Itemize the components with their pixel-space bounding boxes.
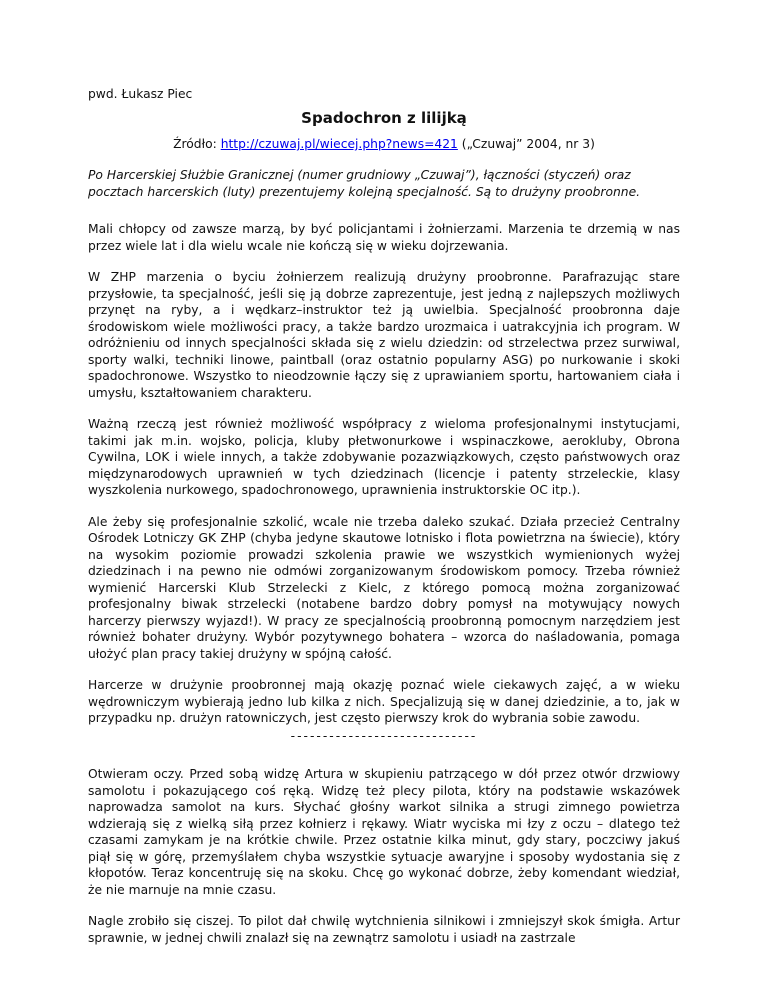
section-separator: ----------------------------- (290, 728, 478, 743)
story-paragraph: Otwieram oczy. Przed sobą widzę Artura w skupieniu patrzącego w dół przez otwór drzwiowy samolotu i pokazującego coś ręką. Widzę też plecy pilota, który na podstawie wskazówek naprowadza samolot na kurs. Słychać głośny warkot silnika a strugi zimnego powietrza wdzierają się z wielką siłą przez kołnierz i rękawy. Wiatr wyciska mi łzy z oczu – dlatego też czasami zamykam je na krótkie chwile. Przez ostatnie kilka minut, gdy stary, poczciwy jakuś piął się w górę, przemyślałem chyba wszystkie sytuacje awaryjne i sposoby wydostania się z kłopotów. Teraz koncentruję się na skoku. Chcę go wykonać dobrze, żeby komendant wiedział, że nie marnuje na mnie czasu. (88, 767, 680, 897)
body-paragraph: Mali chłopcy od zawsze marzą, by być policjantami i żołnierzami. Marzenia te drzemią w nas przez wiele lat i dla wielu wcale nie kończą się w wieku dojrzewania. (88, 222, 680, 253)
body-paragraph: W ZHP marzenia o byciu żołnierzem realizują drużyny proobronne. Parafrazując stare przysłowie, ta specjalność, jeśli się ją dobrze zaprezentuje, jest jedną z najlepszych możliwych przynęt na ryby, a i wędkarz–instruktor też ją uwielbia. Specjalność proobronna daje środowiskom wiele możliwości pracy, a także bardzo urozmaica i uatrakcyjnia ich program. W odróżnieniu od innych specjalności składa się z wielu dziedzin: od strzelectwa przez surwiwal, sporty walki, techniki linowe, paintball (oraz ostatnio popularny ASG) po nurkowanie i skoki spadochronowe. Wszystko to nieodzownie łączy się z uprawianiem sportu, hartowaniem ciała i umysłu, kształtowaniem charakteru. (88, 270, 680, 400)
source-suffix: („Czuwaj” 2004, nr 3) (457, 137, 595, 151)
body-paragraph: Ważną rzeczą jest również możliwość współpracy z wieloma profesjonalnymi instytucjami, takimi jak m.in. wojsko, policja, kluby płetwonurkowe i wspinaczkowe, aerokluby, Obrona Cywilna, LOK i wiele innych, a także zdobywanie pozazwiązkowych, często państwowych oraz międzynarodowych uprawnień w tych dziedzinach (licencje i patenty strzeleckie, klasy wyszkolenia nurkowego, spadochronowego, uprawnienia instruktorskie OC itp.). (88, 417, 680, 497)
story-paragraph: Nagle zrobiło się ciszej. To pilot dał chwilę wytchnienia silnikowi i zmniejszył skok śmigła. Artur sprawnie, w jednej chwili znalazł się na zewnątrz samolotu i usiadł na zastrzale (88, 914, 680, 945)
source-prefix: Źródło: (173, 137, 221, 151)
article-title: Spadochron z lilijką (301, 109, 467, 127)
body-paragraph: Ale żeby się profesjonalnie szkolić, wcale nie trzeba daleko szukać. Działa przecież Centralny Ośrodek Lotniczy GK ZHP (chyba jedyne skautowe lotnisko i flota powietrzna na świecie), który na wysokim poziomie prowadzi szkolenia prawie we wszystkich wymienionych wyżej dziedzinach i na pewno nie odmówi zorganizowanym środowiskom pomocy. Trzeba również wymienić Harcerski Klub Strzelecki z Kielc, z którego pomocą można zorganizować profesjonalny biwak strzelecki (notabene bardzo dobry pomysł na motywujący nowych harcerzy pierwszy wyjazd!). W pracy ze specjalnością proobronną pomocnym narzędziem jest również bohater drużyny. Wybór pozytywnego bohatera – wzorca do naśladowania, pomaga ułożyć plan pracy takiej drużyny w spójną całość. (88, 514, 680, 661)
source-line (88, 136, 680, 153)
body-paragraph: Harcerze w drużynie proobronnej mają okazję poznać wiele ciekawych zajęć, a w wieku wędrowniczym wybierają jedno lub kilka z nich. Specjalizują się w danej dziedzinie, a to, jak w przypadku np. drużyn ratowniczych, jest często pierwszy krok do wybrania sobie zawodu. (88, 678, 680, 725)
author-line: pwd. Łukasz Piec (88, 87, 193, 101)
lead-paragraph: Po Harcerskiej Służbie Granicznej (numer grudniowy „Czuwaj”), łączności (styczeń) oraz pocztach harcerskich (luty) prezentujemy kolejną specjalność. Są to drużyny proobronne. (88, 168, 641, 199)
source-link[interactable]: http://czuwaj.pl/wiecej.php?news=421 (220, 137, 458, 151)
article-body (88, 221, 680, 961)
